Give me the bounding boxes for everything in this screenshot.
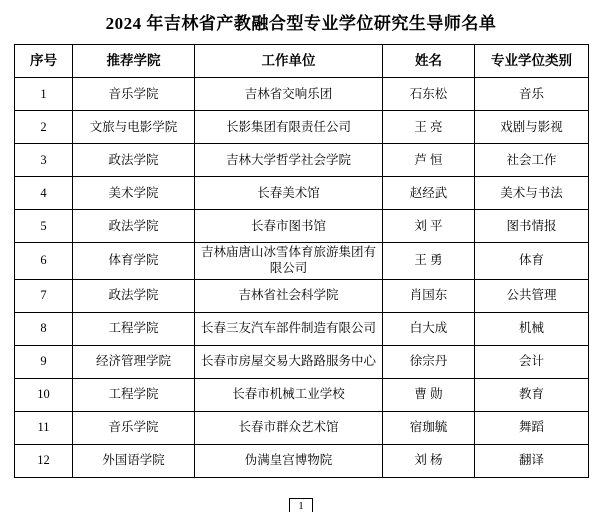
cell-work-unit: 长春市群众艺术馆: [195, 411, 383, 444]
cell-work-unit: 吉林省社会科学院: [195, 279, 383, 312]
roster-table-container: [0, 44, 602, 477]
cell-work-unit: 长春市图书馆: [195, 210, 383, 243]
cell-work-unit: 长春市房屋交易大路路服务中心: [195, 345, 383, 378]
cell-degree-type: 体育: [475, 243, 589, 279]
table-row: [15, 411, 589, 444]
table-row: [15, 345, 589, 378]
table-row: [15, 312, 589, 345]
table-row: [15, 279, 589, 312]
cell-college: 政法学院: [73, 144, 195, 177]
table-row: [15, 243, 589, 279]
cell-name: 刘 杨: [383, 444, 475, 477]
table-row: [15, 177, 589, 210]
cell-index: 11: [15, 411, 73, 444]
cell-college: 体育学院: [73, 243, 195, 279]
cell-college: 经济管理学院: [73, 345, 195, 378]
table-row: [15, 378, 589, 411]
cell-index: 3: [15, 144, 73, 177]
page-number: 1: [289, 498, 313, 512]
cell-college: 文旅与电影学院: [73, 111, 195, 144]
cell-name: 宿珈毓: [383, 411, 475, 444]
cell-index: 4: [15, 177, 73, 210]
column-header-work-unit: 工作单位: [195, 45, 383, 78]
column-header-name: 姓名: [383, 45, 475, 78]
cell-work-unit: 长影集团有限责任公司: [195, 111, 383, 144]
table-body: [15, 78, 589, 477]
cell-name: 肖国东: [383, 279, 475, 312]
cell-degree-type: 翻译: [475, 444, 589, 477]
cell-degree-type: 舞蹈: [475, 411, 589, 444]
page-footer: [0, 498, 602, 512]
cell-degree-type: 图书情报: [475, 210, 589, 243]
cell-name: 芦 恒: [383, 144, 475, 177]
cell-college: 工程学院: [73, 312, 195, 345]
cell-index: 10: [15, 378, 73, 411]
cell-name: 曹 勋: [383, 378, 475, 411]
cell-college: 音乐学院: [73, 78, 195, 111]
cell-degree-type: 机械: [475, 312, 589, 345]
cell-index: 12: [15, 444, 73, 477]
cell-name: 白大成: [383, 312, 475, 345]
table-header: [15, 45, 589, 78]
cell-college: 外国语学院: [73, 444, 195, 477]
column-header-degree-type: 专业学位类别: [475, 45, 589, 78]
cell-index: 8: [15, 312, 73, 345]
cell-degree-type: 公共管理: [475, 279, 589, 312]
table-header-row: [15, 45, 589, 78]
cell-work-unit: 长春三友汽车部件制造有限公司: [195, 312, 383, 345]
cell-degree-type: 音乐: [475, 78, 589, 111]
page-title: 2024 年吉林省产教融合型专业学位研究生导师名单: [105, 14, 497, 33]
table-row: [15, 210, 589, 243]
cell-index: 5: [15, 210, 73, 243]
cell-degree-type: 社会工作: [475, 144, 589, 177]
table-row: [15, 444, 589, 477]
cell-degree-type: 戏剧与影视: [475, 111, 589, 144]
cell-work-unit: 长春市机械工业学校: [195, 378, 383, 411]
cell-work-unit: 吉林庙唐山冰雪体育旅游集团有限公司: [195, 243, 383, 279]
table-row: [15, 111, 589, 144]
cell-college: 美术学院: [73, 177, 195, 210]
roster-table: [14, 44, 589, 477]
cell-college: 音乐学院: [73, 411, 195, 444]
cell-name: 王 亮: [383, 111, 475, 144]
cell-work-unit: 吉林大学哲学社会学院: [195, 144, 383, 177]
cell-name: 徐宗丹: [383, 345, 475, 378]
cell-index: 9: [15, 345, 73, 378]
cell-work-unit: 吉林省交响乐团: [195, 78, 383, 111]
cell-index: 2: [15, 111, 73, 144]
cell-index: 7: [15, 279, 73, 312]
cell-degree-type: 教育: [475, 378, 589, 411]
cell-degree-type: 会计: [475, 345, 589, 378]
cell-work-unit: 长春美术馆: [195, 177, 383, 210]
column-header-college: 推荐学院: [73, 45, 195, 78]
column-header-index: 序号: [15, 45, 73, 78]
cell-name: 石东松: [383, 78, 475, 111]
cell-college: 工程学院: [73, 378, 195, 411]
cell-index: 1: [15, 78, 73, 111]
cell-college: 政法学院: [73, 210, 195, 243]
cell-degree-type: 美术与书法: [475, 177, 589, 210]
cell-name: 王 勇: [383, 243, 475, 279]
table-row: [15, 78, 589, 111]
cell-name: 赵经武: [383, 177, 475, 210]
cell-work-unit: 伪满皇宫博物院: [195, 444, 383, 477]
cell-college: 政法学院: [73, 279, 195, 312]
cell-index: 6: [15, 243, 73, 279]
table-row: [15, 144, 589, 177]
cell-name: 刘 平: [383, 210, 475, 243]
